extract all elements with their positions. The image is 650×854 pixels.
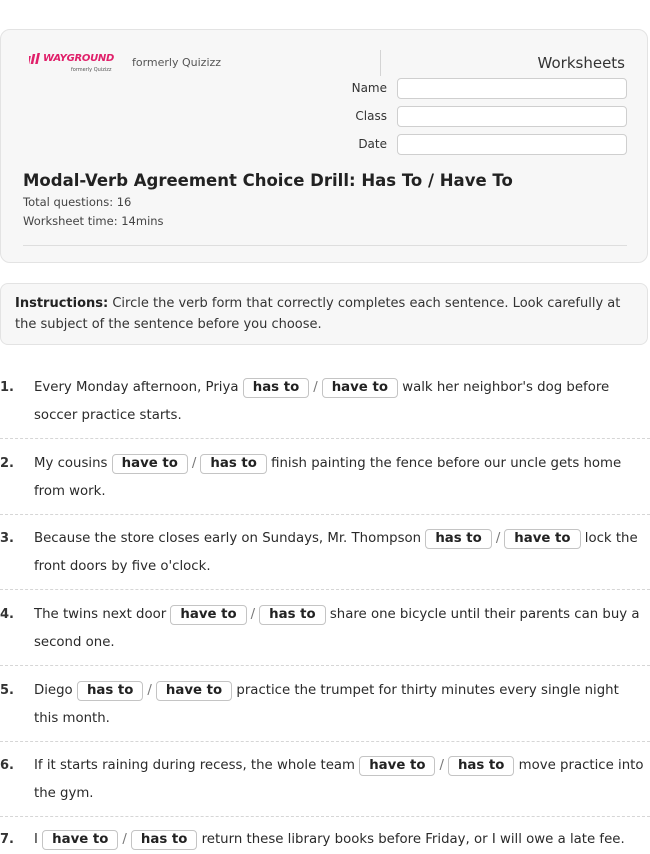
header-rule [23, 245, 627, 246]
question-divider [0, 438, 650, 439]
question-number: 6. [0, 758, 14, 773]
worksheet-title: Modal-Verb Agreement Choice Drill: Has To / Have To [23, 171, 513, 190]
choice-option-1[interactable]: have to [170, 605, 246, 625]
name-label: Name [351, 81, 387, 95]
sentence-end: finish painting the fence before our uncle gets home from work. [34, 456, 622, 499]
sentence-start: Diego [34, 683, 73, 698]
question-text [34, 374, 646, 429]
choice-option-1[interactable]: has to [77, 681, 143, 701]
question-divider [0, 741, 650, 742]
sentence-start: I [34, 832, 38, 847]
logo-mark-icon [29, 53, 42, 64]
question-number: 1. [0, 380, 14, 395]
question-text [34, 525, 646, 580]
question-text [34, 601, 646, 656]
choice-separator: / [495, 531, 501, 546]
logo-wordmark: WAYGROUND [43, 53, 115, 64]
question-divider [0, 665, 650, 666]
sentence-end: practice the trumpet for thirty minutes every single night this month. [34, 683, 619, 726]
question-text [34, 450, 646, 505]
choice-option-1[interactable]: has to [425, 529, 491, 549]
sentence-end: share one bicycle until their parents can buy a second one. [34, 607, 640, 650]
choice-option-2[interactable]: have to [322, 378, 398, 398]
total-questions: Total questions: 16 [23, 195, 132, 209]
wayground-logo [29, 52, 119, 76]
instructions-text: Circle the verb form that correctly completes each sentence. Look carefully at the subject of the sentence before you choose. [15, 296, 621, 332]
choice-separator: / [439, 758, 444, 773]
choice-separator: / [122, 832, 127, 847]
sentence-start: Every Monday afternoon, Priya [34, 380, 239, 395]
logo-subtext: formerly Quizizz [71, 67, 112, 73]
choice-option-2[interactable]: has to [131, 830, 197, 850]
question-text [34, 826, 646, 854]
choice-separator: / [250, 607, 256, 622]
sentence-end: lock the front doors by five o'clock. [34, 531, 638, 574]
sentence-start: Because the store closes early on Sundays, Mr. Thompson [34, 531, 422, 546]
choice-option-2[interactable]: have to [156, 681, 232, 701]
choice-option-2[interactable]: has to [259, 605, 325, 625]
sentence-start: The twins next door [34, 607, 167, 622]
worksheets-label: Worksheets [537, 54, 625, 72]
choice-option-1[interactable]: have to [42, 830, 118, 850]
question-number: 2. [0, 456, 14, 471]
instructions-label: Instructions: [15, 296, 109, 311]
question-number: 3. [0, 531, 14, 546]
question-number: 7. [0, 832, 14, 847]
sentence-end: return these library books before Friday, or I will owe a late fee. [201, 832, 625, 847]
header-divider [380, 50, 381, 76]
sentence-start: If it starts raining during recess, the whole team [34, 758, 355, 773]
sentence-start: My cousins [34, 456, 108, 471]
choice-separator: / [147, 683, 152, 698]
choice-option-1[interactable]: have to [112, 454, 188, 474]
sentence-end: walk her neighbor's dog before soccer practice starts. [34, 380, 610, 423]
choice-separator: / [191, 456, 197, 471]
choice-option-1[interactable]: has to [243, 378, 309, 398]
worksheet-time: Worksheet time: 14mins [23, 214, 164, 228]
name-field[interactable] [397, 78, 627, 99]
choice-option-2[interactable]: has to [448, 756, 514, 776]
question-divider [0, 589, 650, 590]
class-label: Class [355, 109, 387, 123]
question-text [34, 752, 646, 807]
choice-option-2[interactable]: has to [200, 454, 266, 474]
class-field[interactable] [397, 106, 627, 127]
choice-separator: / [313, 380, 318, 395]
worksheet-header [0, 29, 648, 263]
choice-option-2[interactable]: have to [504, 529, 580, 549]
question-number: 5. [0, 683, 14, 698]
formerly-label: formerly Quizizz [132, 56, 222, 69]
question-divider [0, 514, 650, 515]
question-text [34, 677, 646, 732]
date-label: Date [358, 137, 387, 151]
sentence-end: move practice into the gym. [34, 758, 644, 801]
question-number: 4. [0, 607, 14, 622]
question-divider [0, 816, 650, 817]
instructions-box [0, 283, 648, 345]
choice-option-1[interactable]: have to [359, 756, 435, 776]
date-field[interactable] [397, 134, 627, 155]
